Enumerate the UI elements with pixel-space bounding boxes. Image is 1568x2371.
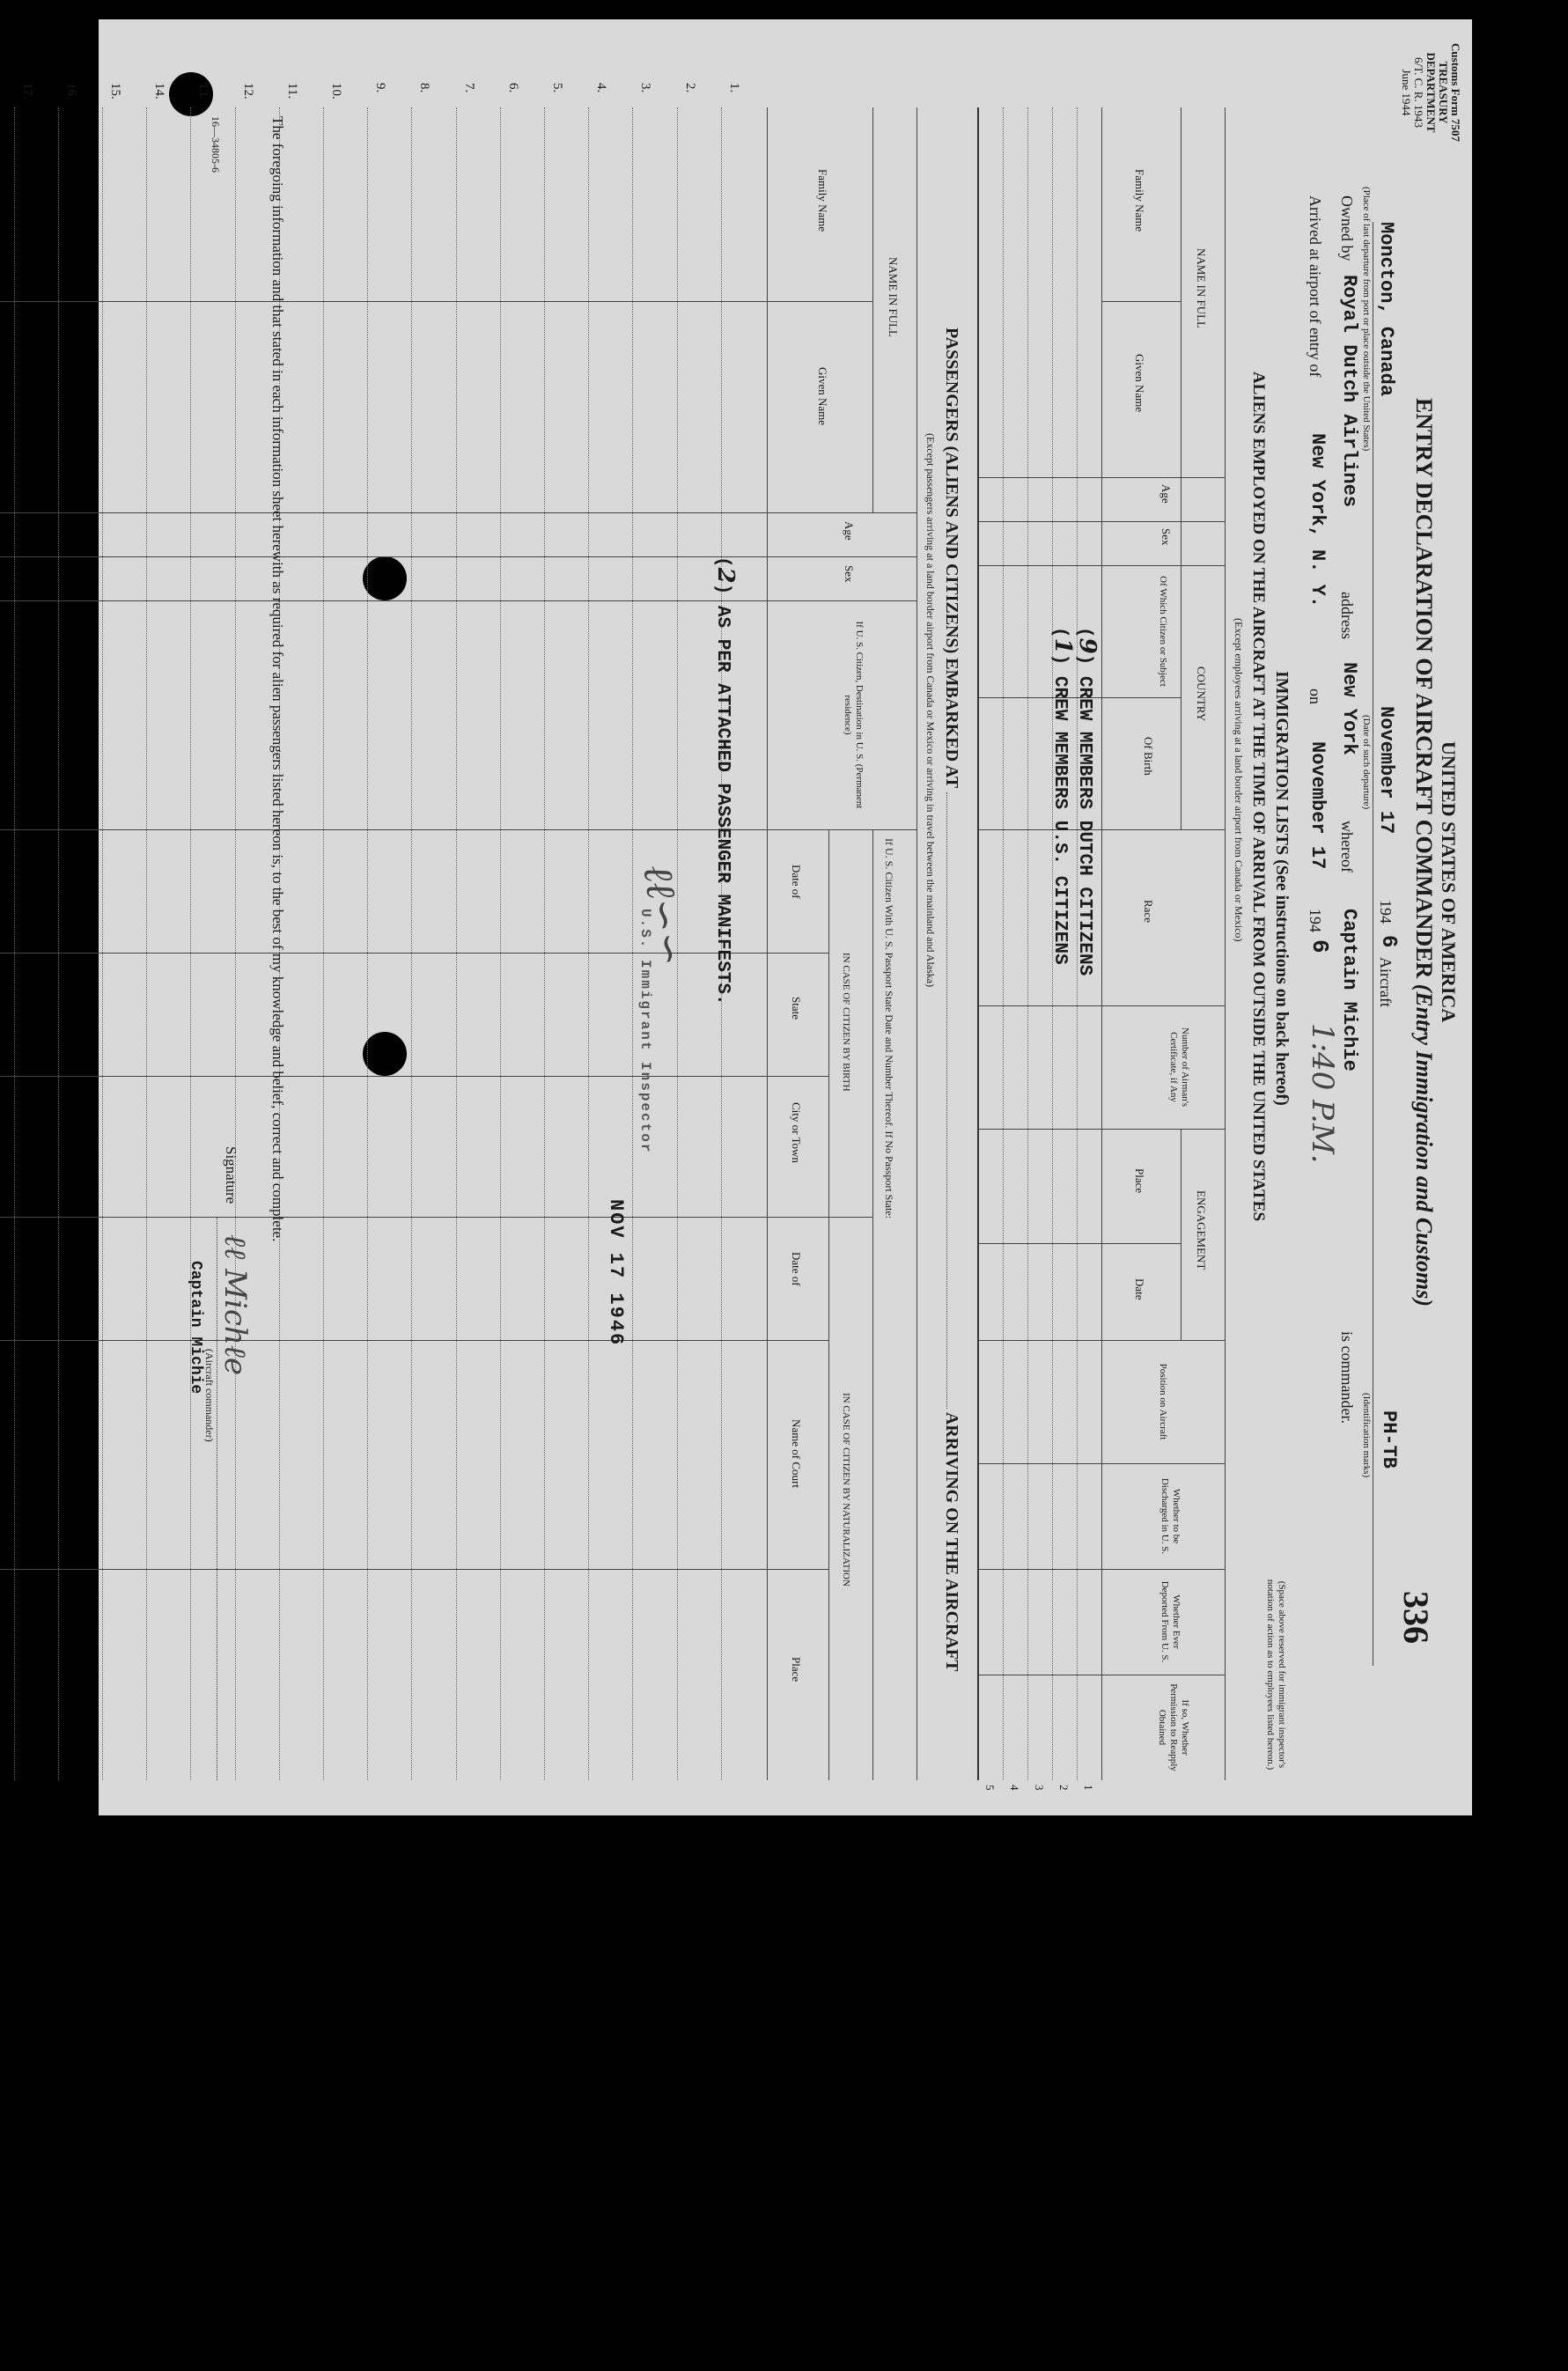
row-line [1003,107,1004,1780]
passenger-row-line [102,107,103,1780]
crew-entry: (1) CREW MEMBERS U.S. CITIZENS [1049,627,1076,965]
on-label: on [1307,688,1324,704]
passenger-row-number: 12. [240,83,255,99]
col-line [0,556,917,557]
col-country: COUNTRY [1195,666,1208,722]
row-line [1027,107,1028,1780]
departure-place: Moncton, Canada [1375,222,1397,397]
col-line [979,477,1226,478]
col-line [979,1340,1226,1341]
header-country: UNITED STATES OF AMERICA [1438,741,1460,1023]
col-citizen-of: Of Which Citizen or Subject [1158,576,1168,687]
pax-col-citizen-birth: IN CASE OF CITIZEN BY BIRTH [841,953,851,1092]
stamp-date: NOV 17 1946 [605,1199,627,1347]
passengers-note: (Except passengers arriving at a land border airport from Canada or Mexico or arriving in travel between the mainland and Alaska) [924,433,937,988]
header-title [1410,398,1437,1307]
pax-col-name-in-full: NAME IN FULL [887,257,900,337]
certification: The foregoing information and that stated in each information sheet herewith as required for alien passengers listed hereon is, to the best of my knowledge and belief, correct and complete. [269,116,286,1242]
col-line [979,1243,1182,1244]
signature-typed: Captain Michie [187,1261,204,1395]
passengers-title-text: PASSENGERS (ALIENS AND CITIZENS) EMBARKED AT [942,328,961,788]
passenger-row-number: 11. [284,83,299,99]
pax-col-place: Place [790,1657,803,1683]
col-discharged: Whether to be Discharged in U. S. [1159,1477,1182,1555]
col-line [979,565,1226,566]
passenger-row-number: 3. [638,83,653,93]
place-caption: (Place of last departure from port or place outside the United States) [1361,187,1372,452]
year-suffix: 6 [1376,935,1400,948]
sub-header-line [1181,565,1182,829]
inspector-initials: ℓℓ∽∽ [634,861,696,969]
passengers-arriving: ARRIVING ON THE AIRCRAFT [942,1411,961,1672]
form-code: 16—34805-6 [210,116,222,173]
col-permission: If so, Whether Permission to Reapply Obtained [1157,1683,1190,1771]
form-id-line: TREASURY DEPARTMENT [1424,52,1450,133]
crew-table-top [1225,107,1226,1780]
aircraft-marks: PH-TB [1378,1410,1400,1469]
passenger-row-line [632,107,633,1780]
passenger-row-number: 7. [461,83,476,93]
form-number: 336 [1396,1591,1436,1644]
crew-row-number: 1 [1082,1785,1095,1791]
punch-hole [363,1032,407,1076]
pax-col-given-name: Given Name [816,367,829,426]
document-sheet [19,19,1472,1815]
crew-row-number: 3 [1033,1785,1046,1791]
passenger-count: 2 [712,567,739,584]
crew-text: CREW MEMBERS U.S. CITIZENS [1049,675,1070,965]
col-place: Place [1133,1168,1146,1194]
col-of-birth: Of Birth [1142,737,1155,776]
pax-col-court: Name of Court [790,1419,803,1488]
arrival-date: November 17 [1307,741,1329,870]
col-given-name: Given Name [1133,354,1146,413]
pax-col-date-of-nat: Date of [790,1252,803,1286]
col-line [0,1076,829,1077]
punch-hole [363,556,407,600]
form-id-line: 6/T. C. R. 1943 [1412,57,1425,128]
passenger-row-line [235,107,236,1780]
crew-row-number: 5 [983,1785,997,1791]
crew-count: 1 [1049,637,1076,654]
passenger-row-number: 13. [196,83,211,99]
aircraft-label: Aircraft [1377,957,1395,1007]
passenger-row-line [500,107,501,1780]
signature: ℓℓ Michℓe [217,1234,253,1376]
passenger-row-line [14,107,15,1780]
col-line [0,1340,829,1341]
signature-label: Signature [223,1146,239,1204]
col-line [0,600,917,601]
passenger-row-line [146,107,147,1780]
owned-label: Owned by [1338,195,1356,261]
col-position: Position on Aircraft [1158,1363,1168,1440]
passenger-row-line [588,107,589,1780]
passenger-row-number: 4. [594,83,609,93]
col-age: Age [1159,484,1173,504]
col-line [0,301,873,302]
col-sex: Sex [1159,528,1173,546]
col-family-name: Family Name [1133,169,1146,232]
passenger-row-number: 15. [108,83,122,99]
col-line [0,1569,829,1570]
pax-col-sex: Sex [843,565,856,583]
col-line [979,829,1226,830]
crew-header-bottom [1101,107,1102,1780]
passenger-text: AS PER ATTACHED PASSENGER MANIFESTS. [712,605,732,1005]
sub-header-line [1181,107,1182,565]
crew-row-number: 2 [1057,1785,1071,1791]
col-line [979,1005,1226,1006]
col-line [979,1463,1226,1464]
crew-count: 9 [1074,637,1101,654]
marks-caption: (Identification marks) [1361,1393,1372,1478]
passenger-row-number: 16. [63,83,78,99]
arrival-airport: New York, N. Y. [1307,433,1329,608]
rotated-form [19,19,1472,1815]
pax-col-age: Age [843,521,856,541]
pax-col-citizen-nat: IN CASE OF CITIZEN BY NATURALIZATION [841,1393,851,1587]
passenger-row-number: 14. [152,83,167,99]
col-line [0,829,917,830]
pax-col-state: State [790,997,803,1020]
pax-header-bottom [767,107,768,1780]
passenger-row-number: 17. [19,83,34,99]
col-date: Date [1133,1278,1146,1300]
passenger-row-number: 5. [550,83,564,93]
pax-sub-line [828,829,829,1780]
commander: Captain Michie [1338,909,1360,1071]
crew-entry: (9) CREW MEMBERS DUTCH CITIZENS [1074,627,1101,976]
section1-note: (Except employees arriving at a land border airport from Canada or Mexico) [1233,618,1245,942]
arrival-year-suffix: 6 [1307,939,1333,954]
passenger-row-line [456,107,457,1780]
passenger-row-number: 6. [505,83,520,93]
pax-col-family-name: Family Name [816,169,829,232]
year-prefix: 194 [1377,900,1395,924]
sub-header-line [1181,1129,1182,1340]
col-line [1102,301,1182,302]
passengers-title [941,328,961,1671]
col-line [0,512,917,513]
col-line [979,521,1226,522]
crew-row-number: 4 [1008,1785,1021,1791]
signature-caption: (Aircraft commander) [203,1349,216,1442]
pax-sub-line [872,829,873,1780]
pax-sub-line [872,107,873,512]
arrival-year-prefix: 194 [1307,909,1324,932]
address-label: address [1338,592,1356,639]
arrival-time: 1:40 P.M. [1305,1023,1340,1164]
form-id-line: June 1944 [1400,69,1413,116]
passenger-row-number: 2. [682,83,697,93]
pax-col-city: City or Town [790,1102,803,1163]
is-commander: is commander. [1338,1331,1356,1424]
passenger-row-number: 1. [726,83,741,93]
passenger-row-line [544,107,545,1780]
col-race: Race [1142,900,1155,923]
crew-table-bottom [977,107,979,1780]
form-id [1400,26,1461,158]
title-sub: (Entry Immigration and Customs) [1411,983,1437,1307]
col-name-in-full: NAME IN FULL [1195,248,1208,328]
col-line [0,1217,873,1218]
col-line [979,1569,1226,1570]
passenger-row-line [190,107,191,1780]
passenger-row-line [411,107,412,1780]
address: New York [1338,662,1360,755]
col-line [979,1129,1226,1130]
passenger-row-line [367,107,368,1780]
owner: Royal Dutch Airlines [1338,275,1360,508]
form-id-line: Customs Form 7507 [1449,43,1462,142]
pax-col-date-of: Date of [790,865,803,899]
section1-title: ALIENS EMPLOYED ON THE AIRCRAFT AT THE TIME OF ARRIVAL FROM OUTSIDE THE UNITED STATES [1249,372,1268,1222]
stamp-inspector: U.S. Immigrant Inspector [637,909,653,1154]
passenger-row-line [58,107,59,1780]
passenger-row-number: 8. [417,83,432,93]
col-certificate: Number of Airman's Certificate, if Any [1168,1027,1190,1107]
col-line [0,953,829,954]
side-note: (Space above reserved for immigrant inspector's notation of action as to employees listed hereon.) [1265,1579,1287,1771]
immigration-title: IMMIGRATION LISTS (See instructions on back hereof) [1272,671,1292,1106]
passenger-row-number: 10. [329,83,343,99]
date-caption: (Date of such departure) [1361,715,1372,810]
passenger-row-line [323,107,324,1780]
title-main: ENTRY DECLARATION OF AIRCRAFT COMMANDER [1411,398,1437,979]
passenger-row-number: 9. [373,83,388,93]
arrived-label: Arrived at airport of entry of [1307,195,1324,378]
pax-col-passport-header: If U. S. Citizen With U. S. Passport State Date and Number Thereof. If No Passport State: [883,838,895,1219]
col-engagement: ENGAGEMENT [1195,1190,1208,1270]
passenger-entry: (2) AS PER ATTACHED PASSENGER MANIFESTS. [712,556,739,1005]
col-deported: Whether Ever Deported From U. S. [1159,1580,1182,1663]
departure-date: November 17 [1375,706,1397,835]
whereof-label: whereof [1338,821,1356,873]
crew-text: CREW MEMBERS DUTCH CITIZENS [1074,675,1094,976]
pax-col-destination: If U. S. Citizen, Destination in U. S. (Permanent residence) [843,621,865,809]
